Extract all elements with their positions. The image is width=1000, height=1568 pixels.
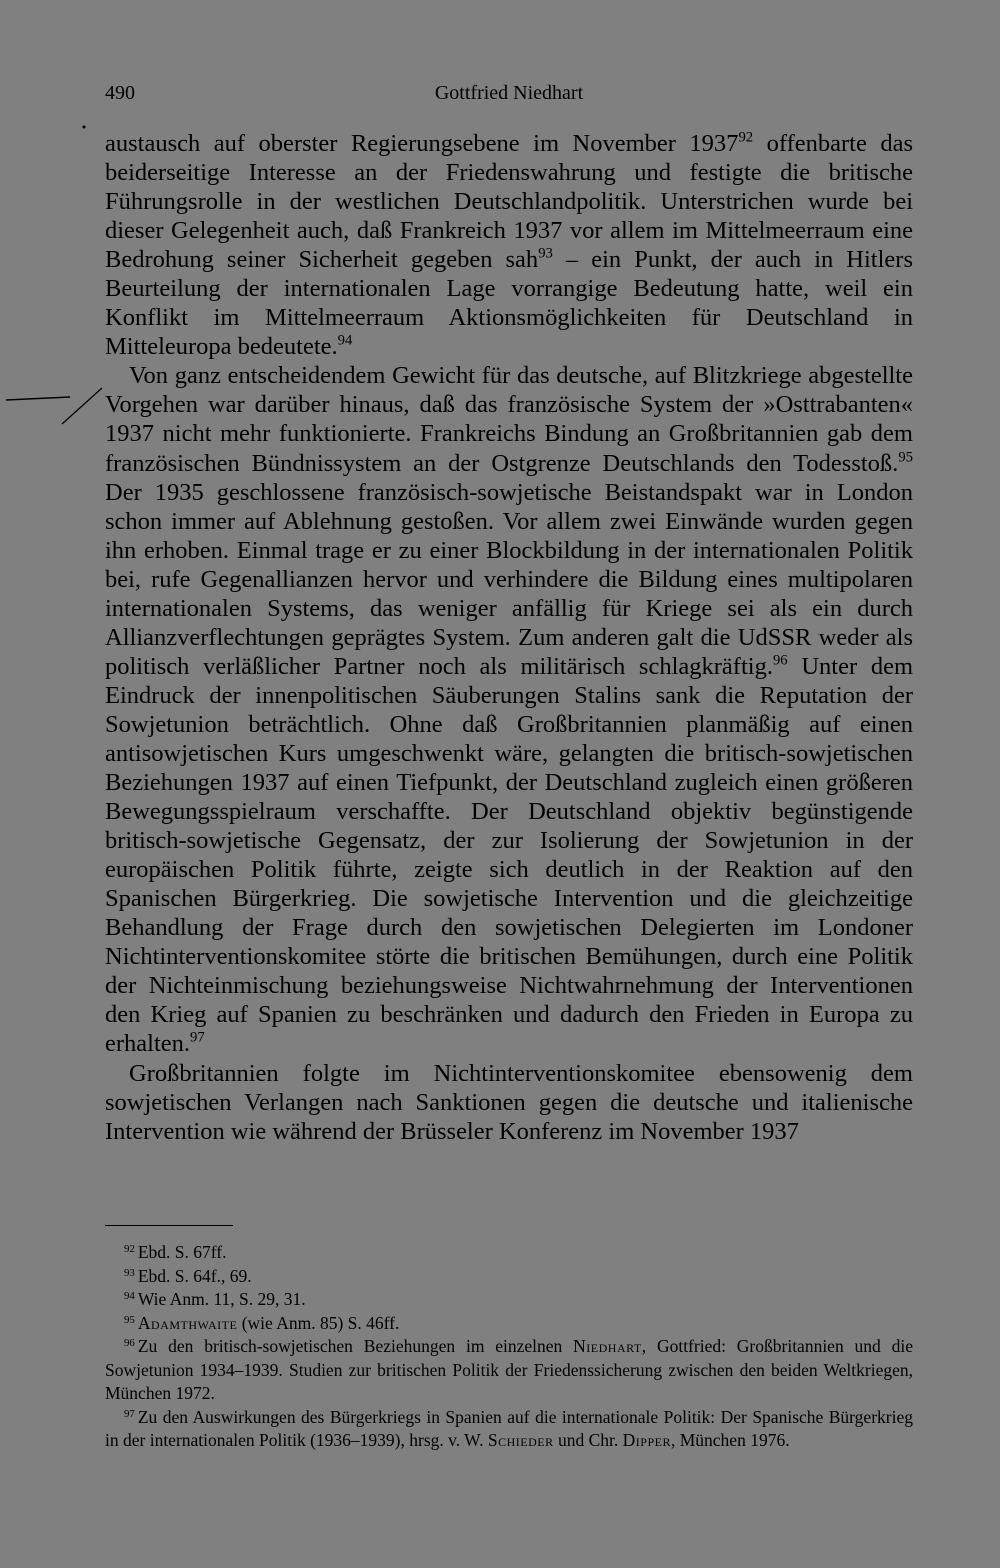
footnote-ref-92: 92 [738, 129, 754, 146]
page-header [105, 82, 913, 112]
footnotes [105, 1241, 913, 1453]
footnote-92 [105, 1241, 913, 1265]
paragraph-3-text-1: Großbritannien folgte im Nichtinterventionskomitee ebensowenig dem sowjetischen Verlangen nach Sanktionen gegen die deutsche und italienische Intervention wie während der Brüsseler Konferenz im November 1937 [105, 1059, 913, 1145]
paragraph-2-text-2: Der 1935 geschlossene französisch-sowjetische Beistandspakt war in London schon immer auf Ablehnung gestoßen. Vor allem zwei Einwände wurden gegen ihn erhoben. Einmal trage er zu einer Blockbildung in der internationalen Politik bei, rufe Gegenallianzen hervor und verhindere die Bildung eines multipolaren internationalen Systems, das weniger anfällig für Kriege sei als ein durch Allianzverflechtungen geprägtes System. Zum anderen galt die UdSSR weder als politisch verläßlicher Partner noch als militärisch schlagkräftig. [105, 478, 913, 680]
footnote-ref-97: 97 [190, 1029, 205, 1046]
footnote-text: und Chr. [553, 1430, 623, 1450]
page-number: 490 [105, 82, 135, 104]
footnote-text: Zu den Auswirkungen des Bürgerkriegs in Spanien auf die internationale Politik: Der Spanische Bürgerkrieg in der internationalen Politik (1936–1939), hrsg. v. W. [105, 1406, 913, 1450]
footnote-number: 92 [124, 1243, 135, 1256]
footnote-97 [105, 1406, 913, 1453]
paragraph-2-text-1: Von ganz entscheidendem Gewicht für das deutsche, auf Blitzkriege abgestellte Vorgehen war darüber hinaus, daß das französische System der »Osttrabanten« 1937 nicht mehr funktionierte. Frankreichs Bindung an Großbritannien gab dem französischen Bündnissystem an der Ostgrenze Deutschlands den Todesstoß. [105, 362, 913, 477]
footnote-ref-95: 95 [898, 448, 913, 465]
body-text [105, 129, 913, 1146]
footnote-number: 96 [124, 1337, 135, 1350]
paragraph-1-text-2: offenbarte das beiderseitige Interesse an der Friedenswahrung und festigte die britische Führungsrolle in der westlichen Deutschlandpolitik. Unterstrichen wurde bei dieser Gelegenheit auch, daß Frankreich 1937 vor allem im Mittelmeerraum eine Bedrohung seiner Sicherheit gegeben sah [105, 130, 913, 274]
paragraph-3 [105, 1059, 913, 1146]
footnote-text: Wie Anm. 11, S. 29, 31. [137, 1289, 306, 1309]
footnote-separator [105, 1225, 233, 1226]
footnote-95 [105, 1312, 913, 1336]
footnote-author: Dipper [622, 1430, 671, 1450]
footnote-94 [105, 1288, 913, 1312]
footnote-author: Adamthwaite [137, 1312, 238, 1333]
footnote-number: 97 [124, 1407, 135, 1420]
footnote-text: (wie Anm. 85) S. 46ff. [237, 1312, 400, 1333]
footnote-author: Schieder [487, 1430, 554, 1450]
footnote-number: 95 [124, 1313, 135, 1326]
paragraph-2-text-3: Unter dem Eindruck der innenpolitischen Säuberungen Stalins sank die Reputation der Sowjetunion beträchtlich. Ohne daß Großbritannien planmäßig auf einen antisowjetischen Kurs umgeschwenkt wäre, gelangten die britisch-sowjetischen Beziehungen 1937 auf einen Tiefpunkt, der Deutschland zugleich einen größeren Bewegungsspielraum verschaffte. Der Deutschland objektiv begünstigende britisch-sowjetische Gegensatz, der zur Isolierung der Sowjetunion in der europäischen Politik führte, zeigte sich deutlich in der Reaktion auf den Spanischen Bürgerkrieg. Die sowjetische Intervention und die gleichzeitige Behandlung der Frage durch den sowjetischen Delegierten im Londoner Nichtinterventionskomitee störte die britischen Bemühungen, durch eine Politik der Nichteinmischung beziehungsweise Nichtwahrnehmung der Interventionen den Krieg auf Spanien zu beschränken und dadurch den Frieden in Europa zu erhalten. [105, 652, 913, 1058]
paragraph-1 [105, 129, 913, 361]
footnote-ref-96: 96 [772, 652, 788, 669]
footnote-ref-93: 93 [538, 245, 553, 262]
footnote-text: , Gottfried: Großbritannien und die Sowjetunion 1934–1939. Studien zur britischen Politik der Friedenssicherung zwischen den beiden Weltkriegen, München 1972. [105, 1336, 913, 1403]
paragraph-1-text-1: austausch auf oberster Regierungsebene im November 1937 [105, 130, 739, 157]
footnote-96 [105, 1335, 913, 1406]
footnote-number: 93 [124, 1266, 135, 1279]
footnote-ref-94: 94 [337, 332, 353, 349]
footnote-number: 94 [124, 1290, 135, 1303]
footnote-93 [105, 1265, 913, 1289]
paragraph-1-text-3: – ein Punkt, der auch in Hitlers Beurteilung der internationalen Lage vorrangige Bedeutung hatte, weil ein Konflikt im Mittelmeerraum Aktionsmöglichkeiten für Deutschland in Mitteleuropa bedeutete. [105, 246, 913, 361]
footnote-text: Ebd. S. 67ff. [137, 1242, 227, 1262]
footnote-author: Niedhart [573, 1336, 642, 1356]
running-head: Gottfried Niedhart [434, 82, 584, 104]
margin-dot-mark [80, 122, 88, 132]
margin-pencil-mark [0, 380, 110, 440]
paragraph-2 [105, 361, 913, 1058]
footnote-text: Ebd. S. 64f., 69. [137, 1265, 252, 1286]
footnote-text: , München 1976. [670, 1430, 790, 1450]
footnote-text: Zu den britisch-sowjetischen Beziehungen im einzelnen [137, 1336, 574, 1356]
